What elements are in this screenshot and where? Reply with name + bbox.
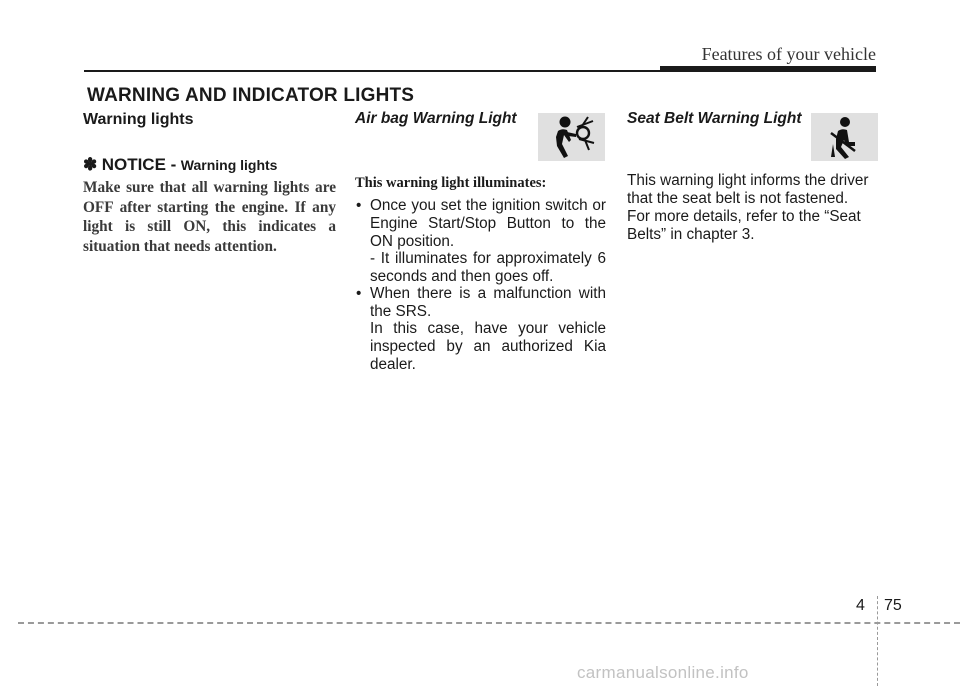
notice-heading <box>83 155 277 175</box>
header-bar <box>660 66 876 72</box>
page-number: 75 <box>884 597 902 614</box>
notice-subtitle: Warning lights <box>180 157 278 173</box>
seatbelt-para-1: This warning light informs the driver that the seat belt is not fastened. <box>627 172 869 207</box>
airbag-lead: This warning light illuminates: <box>355 175 547 191</box>
airbag-sub-2: In this case, have your vehicle inspected by an authorized Kia dealer. <box>370 320 606 373</box>
notice-body: Make sure that all warning lights are OFF after starting the engine. If any light is still ON, this indicates a situation that needs attention. <box>83 179 336 255</box>
section-title: WARNING AND INDICATOR LIGHTS <box>87 85 415 106</box>
seat-belt-warning-icon <box>811 113 878 161</box>
notice-label: NOTICE - <box>101 155 177 174</box>
chapter-number: 4 <box>856 597 865 614</box>
airbag-bullet-2: • When there is a malfunction with the SRS. <box>355 285 606 321</box>
header-rule <box>84 70 660 72</box>
airbag-heading: Air bag Warning Light <box>355 110 517 127</box>
footer-divider <box>877 596 878 686</box>
warning-lights-heading: Warning lights <box>83 111 194 128</box>
seatbelt-para-2: For more details, refer to the “Seat Belts” in chapter 3. <box>627 208 861 243</box>
airbag-sub-1: - It illuminates for approximately 6 seconds and then goes off. <box>370 250 606 285</box>
seatbelt-heading: Seat Belt Warning Light <box>627 110 802 127</box>
running-header: Features of your vehicle <box>701 44 876 64</box>
footer-rule <box>18 622 960 624</box>
notice-symbol: ✽ <box>83 155 98 174</box>
airbag-bullet-1: • Once you set the ignition switch or Engine Start/Stop Button to the ON position. <box>355 197 606 251</box>
airbag-warning-icon <box>538 113 605 161</box>
watermark: carmanualsonline.info <box>577 663 749 682</box>
